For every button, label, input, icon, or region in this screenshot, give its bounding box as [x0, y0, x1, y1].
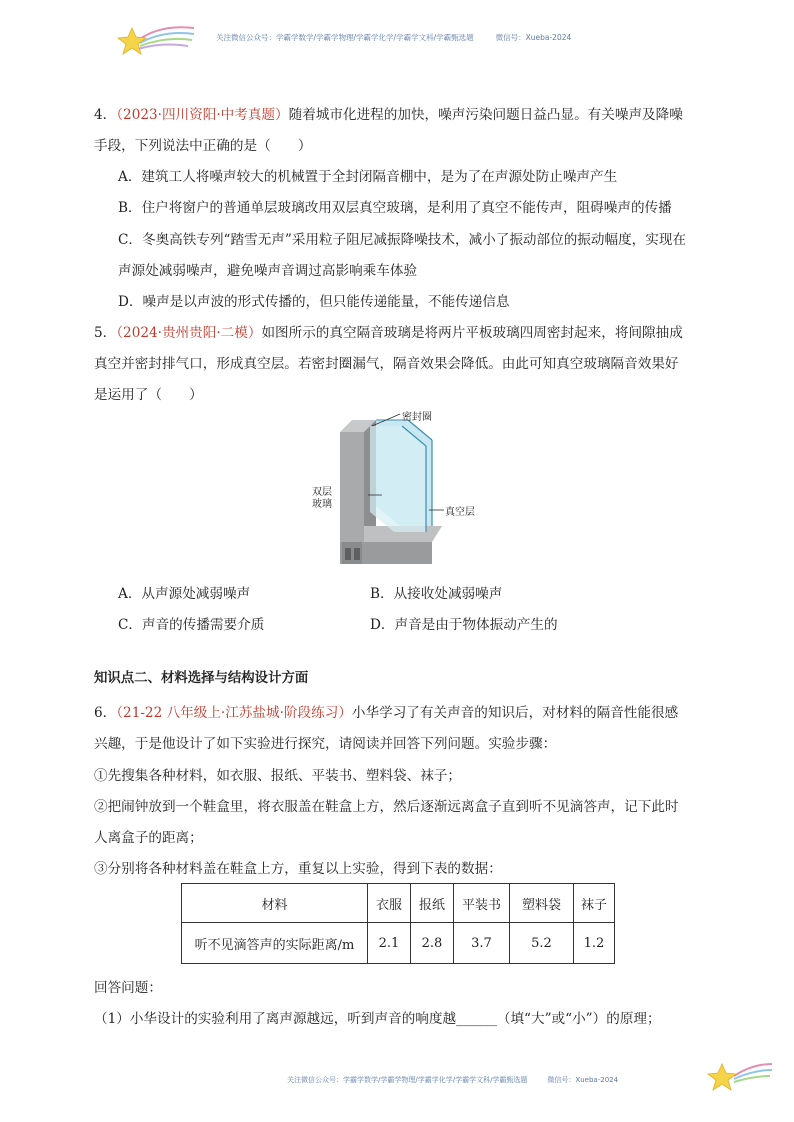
- q5-option-d: D．声音是由于物体振动产生的: [370, 617, 558, 633]
- q4-option-b: B．住户将窗户的普通单层玻璃改用双层真空玻璃，是利用了真空不能传声，阻碍噪声的传播: [118, 200, 672, 216]
- fig-label-seal: 密封圈: [402, 412, 432, 423]
- q6-stem1: 小华学习了有关声音的知识后，对材料的隔音性能很感: [351, 705, 679, 721]
- q5-number: 5．: [94, 325, 117, 341]
- data-table: [181, 883, 615, 964]
- fig-label-double2: 玻璃: [312, 499, 332, 510]
- table-cell: 2.1: [368, 923, 411, 964]
- q6-step2-line1: ②把闹钟放到一个鞋盒里，将衣服盖在鞋盒上方，然后逐渐远离盒子直到听不见滴答声，记下此时: [94, 799, 679, 815]
- q4-stem-line1: [94, 103, 683, 123]
- table-row: [182, 923, 615, 964]
- page-header: [216, 32, 571, 43]
- fig-label-double1: 双层: [312, 487, 332, 498]
- q4-option-c-line1: C．冬奥高铁专列“踏雪无声”采用粒子阻尼减振降噪技术，减小了振动部位的振动幅度，实现在: [118, 232, 687, 248]
- table-cell: 1.2: [574, 923, 615, 964]
- q5-stem1: 如图所示的真空隔音玻璃是将两片平板玻璃四周密封起来，将间隙抽成: [261, 325, 683, 341]
- table-header-cell: 塑料袋: [510, 884, 574, 923]
- q4-stem1: 随着城市化进程的加快，噪声污染问题日益凸显。有关噪声及降噪: [288, 107, 683, 123]
- star-logo-icon: [704, 1058, 774, 1098]
- q5-option-b: B．从接收处减弱噪声: [370, 586, 503, 602]
- q6-step1: ①先搜集各种材料，如衣服、报纸、平装书、塑料袋、袜子；: [94, 768, 462, 784]
- table-cell: 听不见滴答声的实际距离/m: [182, 923, 368, 964]
- q5-option-c: C．声音的传播需要介质: [118, 617, 265, 633]
- q6-source: （21-22 八年级上·江苏盐城·阶段练习）: [116, 705, 352, 721]
- header-text: 关注微信公众号：学霸学数学/学霸学物理/学霸学化学/学霸学文科/学霸甄选题: [216, 33, 474, 42]
- q6-number: 6．: [94, 705, 117, 721]
- q4-number: 4．: [94, 107, 117, 123]
- q6-sub1: （1）小华设计的实验利用了离声源越远，听到声音的响度越______（填“大”或“小”）的原理；: [94, 1011, 661, 1027]
- q4-option-d: D．噪声是以声波的形式传播的，但只能传递能量，不能传递信息: [118, 294, 510, 310]
- table-header-cell: 衣服: [368, 884, 411, 923]
- footer-wechat: 微信号：Xueba-2024: [547, 1076, 619, 1084]
- table-cell: 5.2: [510, 923, 574, 964]
- q5-stem-line2: 真空并密封排气口，形成真空层。若密封圈漏气，隔音效果会降低。由此可知真空玻璃隔音效果好: [94, 356, 679, 372]
- page-footer: [287, 1075, 618, 1085]
- table-header-cell: 袜子: [574, 884, 615, 923]
- q6-stem-line1: [94, 701, 678, 721]
- q5-stem-line3: 是运用了（ ）: [94, 387, 203, 403]
- vacuum-glass-figure: [312, 402, 492, 572]
- header-wechat: 微信号：Xueba-2024: [495, 33, 572, 42]
- q5-source: （2024·贵州贵阳·二模）: [116, 325, 262, 341]
- fig-label-vacuum: 真空层: [445, 507, 475, 518]
- footer-text: 关注微信公众号：学霸学数学/学霸学物理/学霸学化学/学霸学文科/学霸甄选题: [287, 1076, 528, 1084]
- q6-answer-intro: 回答问题：: [94, 980, 162, 996]
- table-cell: 2.8: [411, 923, 454, 964]
- table-header-cell: 材料: [182, 884, 368, 923]
- section-heading: 知识点二、材料选择与结构设计方面: [94, 670, 309, 686]
- q5-stem-line1: [94, 321, 683, 341]
- q6-step3: ③分别将各种材料盖在鞋盒上方，重复以上实验，得到下表的数据：: [94, 861, 502, 877]
- q4-option-a: A．建筑工人将噪声较大的机械置于全封闭隔音棚中，是为了在声源处防止噪声产生: [118, 169, 618, 185]
- table-cell: 3.7: [454, 923, 510, 964]
- table-header-row: [182, 884, 615, 923]
- q4-option-c-line2: 声源处减弱噪声，避免噪声音调过高影响乘车体验: [118, 263, 418, 279]
- table-header-cell: 平装书: [454, 884, 510, 923]
- table-header-cell: 报纸: [411, 884, 454, 923]
- q6-step2-line2: 人离盒子的距离；: [94, 830, 203, 846]
- q5-option-a: A．从声源处减弱噪声: [118, 586, 251, 602]
- star-logo-icon: [116, 20, 196, 60]
- q4-stem-line2: 手段，下列说法中正确的是（ ）: [94, 138, 312, 154]
- q6-stem-line2: 兴趣，于是他设计了如下实验进行探究，请阅读并回答下列问题。实验步骤：: [94, 736, 557, 752]
- q4-source: （2023·四川资阳·中考真题）: [116, 107, 289, 123]
